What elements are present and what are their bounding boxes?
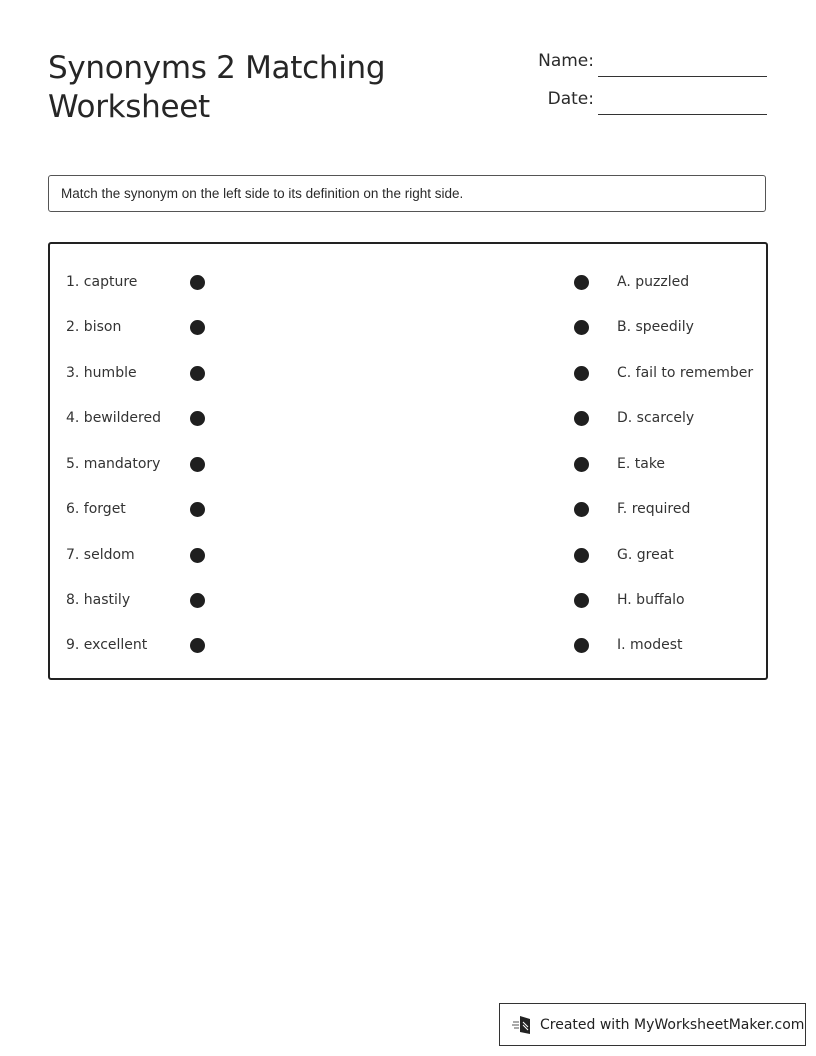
left-term: 9. excellent [66,637,148,653]
match-row [50,363,766,383]
date-field[interactable] [520,88,770,118]
left-connect-dot-icon[interactable] [190,320,205,335]
match-row [50,590,766,610]
right-definition: H. buffalo [617,592,685,608]
left-term: 2. bison [66,319,122,335]
worksheet-maker-logo-icon [512,1014,534,1036]
right-definition: D. scarcely [617,410,695,426]
left-term: 7. seldom [66,547,135,563]
right-connect-dot-icon[interactable] [574,638,589,653]
left-connect-dot-icon[interactable] [190,593,205,608]
name-line[interactable] [598,76,767,77]
left-connect-dot-icon[interactable] [190,275,205,290]
right-definition: B. speedily [617,319,694,335]
left-term: 4. bewildered [66,410,161,426]
matching-box [48,242,768,680]
match-row [50,499,766,519]
created-with-text: Created with MyWorksheetMaker.com [540,1016,805,1033]
right-definition: E. take [617,456,666,472]
right-connect-dot-icon[interactable] [574,593,589,608]
match-row [50,545,766,565]
date-line[interactable] [598,114,767,115]
match-row [50,635,766,655]
right-connect-dot-icon[interactable] [574,366,589,381]
left-term: 8. hastily [66,592,131,608]
page-title: Synonyms 2 Matching Worksheet [48,50,386,125]
right-definition: C. fail to remember [617,365,754,381]
left-term: 5. mandatory [66,456,161,472]
right-connect-dot-icon[interactable] [574,502,589,517]
right-definition: A. puzzled [617,274,690,290]
left-connect-dot-icon[interactable] [190,638,205,653]
date-label: Date: [547,89,594,109]
right-definition: I. modest [617,637,683,653]
right-connect-dot-icon[interactable] [574,320,589,335]
right-connect-dot-icon[interactable] [574,457,589,472]
right-connect-dot-icon[interactable] [574,548,589,563]
match-row [50,272,766,292]
left-connect-dot-icon[interactable] [190,366,205,381]
match-row [50,408,766,428]
match-row [50,454,766,474]
name-label: Name: [538,51,594,71]
left-term: 6. forget [66,501,126,517]
right-connect-dot-icon[interactable] [574,275,589,290]
left-connect-dot-icon[interactable] [190,457,205,472]
created-with-badge[interactable] [499,1003,806,1046]
right-connect-dot-icon[interactable] [574,411,589,426]
right-definition: F. required [617,501,691,517]
left-connect-dot-icon[interactable] [190,411,205,426]
name-field[interactable] [520,50,770,80]
left-term: 3. humble [66,365,137,381]
left-connect-dot-icon[interactable] [190,502,205,517]
instructions-box: Match the synonym on the left side to its definition on the right side. [48,175,766,212]
left-term: 1. capture [66,274,138,290]
left-connect-dot-icon[interactable] [190,548,205,563]
right-definition: G. great [617,547,674,563]
match-row [50,317,766,337]
